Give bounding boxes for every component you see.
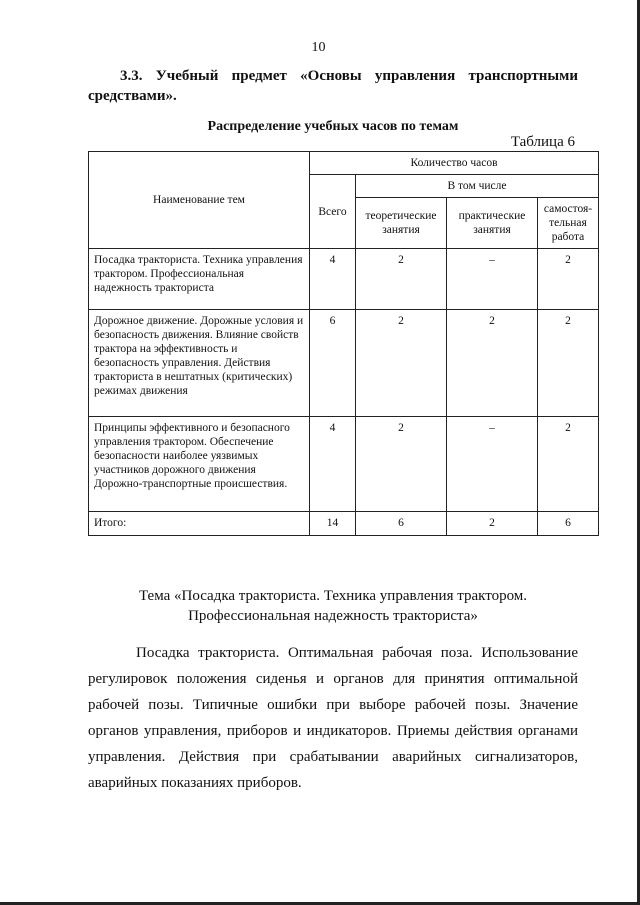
theme-paragraph: Посадка тракториста. Оптимальная рабочая поза. Использование регулировок положения сиденья и органов для принятия оптимальной рабочей позы. Типичные ошибки при выборе рабочей позы. Значение органов управления, приборов и индикаторов. Приемы действия органами управления. Действия при срабатывании аварийных сигнализаторов, аварийных показаниях приборов.: [88, 645, 578, 791]
topic-cell: Дорожное движение. Дорожные условия и безопасность движения. Влияние свойств трактора на эффективность и безопасность управления. Действия тракториста в нештатных (критических) режимах движения: [89, 310, 310, 417]
theme-title-line: Профессиональная надежность тракториста»: [188, 608, 478, 624]
table-total-row: [89, 512, 599, 536]
theory-cell: 2: [356, 310, 447, 417]
total-cell: 4: [310, 249, 356, 310]
header-self-study: самостоя-тельная работа: [538, 198, 599, 249]
self-study-cell: 2: [538, 249, 599, 310]
topic-cell: Посадка тракториста. Техника управления трактором. Профессиональная надежность тракториста: [89, 249, 310, 310]
self-study-cell: 6: [538, 512, 599, 536]
table-header-row: [89, 152, 599, 175]
header-topic-name: Наименование тем: [89, 152, 310, 249]
practice-cell: 2: [447, 512, 538, 536]
practice-cell: 2: [447, 310, 538, 417]
table-title: Распределение учебных часов по темам: [207, 119, 459, 134]
theme-title: [88, 586, 578, 626]
theory-cell: 2: [356, 249, 447, 310]
theme-title-line: Тема «Посадка тракториста. Техника управления трактором.: [138, 588, 528, 604]
table-row: [89, 417, 599, 512]
section-heading: [88, 66, 578, 106]
hours-table: [88, 151, 599, 536]
theory-cell: 6: [356, 512, 447, 536]
total-cell: 14: [310, 512, 356, 536]
total-cell: 6: [310, 310, 356, 417]
header-including: В том числе: [356, 175, 599, 198]
section-title: Учебный предмет «Основы управления транспортными средствами».: [88, 68, 579, 104]
topic-cell: Принципы эффективного и безопасного управления трактором. Обеспечение безопасности наиболее уязвимых участников дорожного движения Дорожно-транспортные происшествия.: [89, 417, 310, 512]
header-theory: теоретические занятия: [356, 198, 447, 249]
header-practice: практические занятия: [447, 198, 538, 249]
header-hours: Количество часов: [310, 152, 599, 175]
table-row: [89, 249, 599, 310]
practice-cell: –: [447, 417, 538, 512]
practice-cell: –: [447, 249, 538, 310]
page-number: 10: [311, 40, 326, 55]
theory-cell: 2: [356, 417, 447, 512]
self-study-cell: 2: [538, 417, 599, 512]
table-row: [89, 310, 599, 417]
self-study-cell: 2: [538, 310, 599, 417]
total-cell: 4: [310, 417, 356, 512]
header-total: Всего: [310, 175, 356, 249]
table-label: Таблица 6: [510, 134, 575, 150]
total-label-cell: Итого:: [89, 512, 310, 536]
section-number: 3.3.: [120, 68, 143, 84]
